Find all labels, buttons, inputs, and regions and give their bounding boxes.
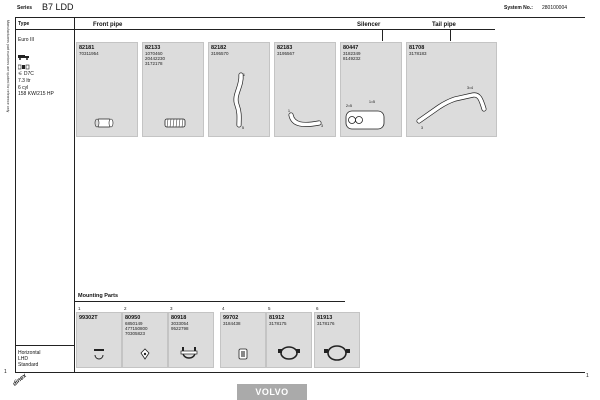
page-number-right: 1: [586, 373, 589, 379]
drive-position: Horizontal: [18, 350, 41, 356]
drive-rule: [15, 345, 75, 346]
section-tick-2: [450, 29, 451, 41]
engine-code: ⚟ D7C: [18, 71, 34, 77]
displacement: 7.3 ltr: [18, 78, 31, 84]
mount-card-81913[interactable]: 81913 3178176: [314, 312, 360, 368]
series-label: Series: [17, 5, 33, 11]
band-clamp-large-icon: [315, 313, 359, 367]
mounting-rule: [75, 301, 345, 302]
part-card-81708[interactable]: 81708 3178183 3=4 3: [406, 42, 497, 137]
elbow-label-1: 1: [288, 109, 290, 113]
mount-card-80918[interactable]: 80918 3033054 9522798: [168, 312, 214, 368]
section-tick-1: [382, 29, 383, 41]
dinex-logo: dinex: [12, 372, 28, 388]
silencer-dim-a: 2=5: [346, 104, 352, 108]
tail-pipe-heading: Tail pipe: [432, 22, 456, 28]
brand-badge: VOLVO: [237, 384, 307, 400]
mount-card-81912[interactable]: 81912 3178175: [266, 312, 312, 368]
mount-index-1: 1: [78, 306, 81, 311]
cylinders: 6 cyl: [18, 85, 29, 91]
part-card-80447[interactable]: 80447 3182349 8149232 2=5 1=5: [340, 42, 402, 137]
silencer-icon: [341, 43, 401, 136]
series-value: B7 LDD: [42, 2, 74, 12]
part-card-82181[interactable]: 82181 70311954: [76, 42, 138, 137]
tail-dim-b: 3: [421, 126, 423, 130]
silencer-dim-b: 1=5: [369, 100, 375, 104]
sleeve-clamp-icon: [77, 43, 137, 136]
sidebar-divider: [74, 17, 75, 373]
emission-standard: Euro III: [18, 37, 35, 43]
margin-note: Manufacturers part numbers are quoted for reference only: [6, 20, 10, 113]
bent-label-1: 1: [243, 73, 245, 77]
mount-index-2: 2: [124, 306, 127, 311]
band-clamp-icon: [267, 313, 311, 367]
system-number: 280100004: [542, 5, 568, 11]
part-card-82183[interactable]: 82183 3195567 1 3: [274, 42, 336, 137]
section-rule: [75, 29, 495, 30]
page-number-left: 1: [4, 369, 7, 375]
flex-pipe-icon: [143, 43, 203, 136]
mounting-parts-heading: Mounting Parts: [78, 293, 119, 299]
mount-index-6: 6: [316, 306, 319, 311]
mount-index-4: 4: [222, 306, 225, 311]
mount-card-99702[interactable]: 99702 3184438: [220, 312, 266, 368]
left-border: [15, 17, 16, 373]
tail-dim-a: 3=4: [467, 86, 473, 90]
bent-label-5: 5: [242, 126, 244, 130]
steering-side: LHD: [18, 356, 29, 362]
tail-pipe-icon: [407, 43, 496, 136]
silencer-heading: Silencer: [357, 22, 381, 28]
mount-card-99302T[interactable]: 99302T: [76, 312, 122, 368]
hanger-icon: [221, 313, 265, 367]
mount-index-3: 3: [170, 306, 173, 311]
part-card-82182[interactable]: 82182 3195570 1 5: [208, 42, 270, 137]
engine-icon: ⚟: [18, 71, 23, 77]
system-label: System No.:: [504, 5, 533, 11]
clamp-icon: [77, 313, 121, 367]
part-card-82133[interactable]: 82133 1070460 20442230 3172178: [142, 42, 204, 137]
bent-pipe-icon: [209, 43, 269, 136]
header-rule: [15, 17, 585, 18]
u-bolt-clamp-icon: [169, 313, 213, 367]
power: 158 KW/215 HP: [18, 91, 54, 97]
type-rule: [15, 29, 75, 30]
elbow-label-3: 3: [321, 124, 323, 128]
front-pipe-heading: Front pipe: [93, 22, 123, 28]
footer-rule: [15, 372, 585, 373]
mount-index-5: 5: [268, 306, 271, 311]
type-label: Type: [18, 21, 30, 27]
mount-card-80950[interactable]: 80950 6850149 477150800 70305823: [122, 312, 168, 368]
bracket-icon: [123, 313, 167, 367]
elbow-pipe-icon: [275, 43, 335, 136]
variant: Standard: [18, 362, 39, 368]
